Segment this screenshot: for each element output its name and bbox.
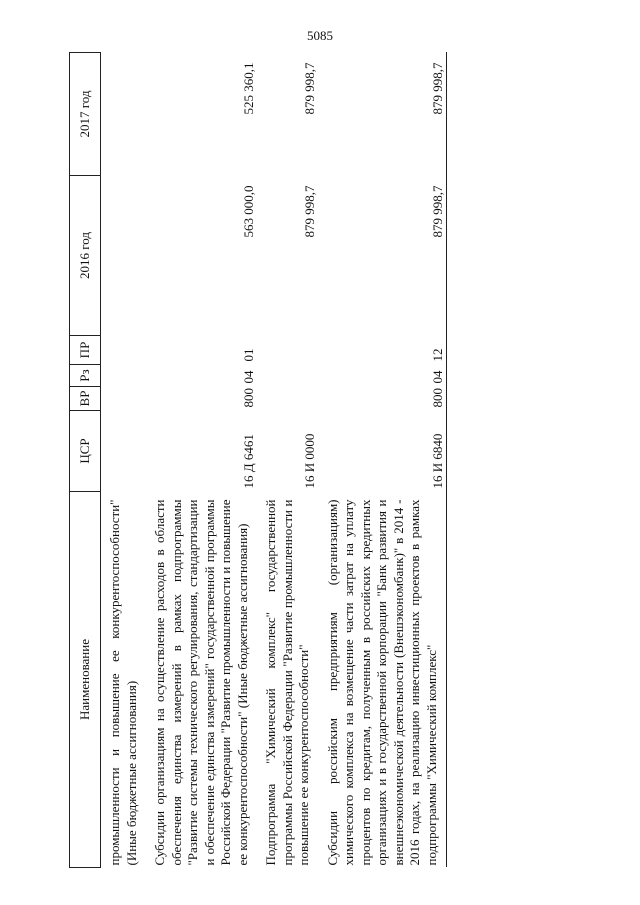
row-pr: 12 xyxy=(319,336,447,365)
table-row xyxy=(101,53,147,868)
row-name: промышленности и повышение ее конкурентоспособности" (Иные бюджетные ассигнования) xyxy=(107,499,139,866)
row-2017: 879 998,7 xyxy=(302,62,317,115)
row-vr: 800 xyxy=(319,387,447,411)
row-csr: 16 И 0000 xyxy=(302,433,317,489)
row-name: Субсидии организациям на осуществление расходов в области обеспечения единства измерений в рамках подпрограммы "Развитие системы технического регулирования, стандартизации и обеспечение единства измерений" государственной программы Российской Федерации "Развитие промышленности и повышение ее конкурентоспособности" (Иные бюджетные ассигнования) xyxy=(152,499,250,866)
row-vr xyxy=(101,387,147,411)
rotated-table-container xyxy=(69,53,594,868)
row-csr xyxy=(101,411,147,492)
row-vr: 800 xyxy=(240,388,256,408)
row-2017 xyxy=(101,53,147,176)
row-pr xyxy=(257,336,319,365)
row-csr: 16 И 6840 xyxy=(319,411,447,492)
page-number: 5085 xyxy=(307,28,333,43)
budget-table xyxy=(69,52,447,868)
row-2016: 879 998,7 xyxy=(319,176,447,336)
table-row xyxy=(146,53,257,868)
row-rz: 04 xyxy=(240,370,256,384)
row-rz xyxy=(257,365,319,387)
header-2017: 2017 год xyxy=(70,53,101,176)
header-pr: ПР xyxy=(70,336,101,365)
table-row xyxy=(319,53,447,868)
row-pr: 01 xyxy=(240,348,256,362)
row-name: Субсидии российским предприятиям (организациям) химического комплекса на возмещение части затрат на уплату процентов по кредитам, полученным в российских кредитных организациях и в государственной корпорации "Банк развития и внешнеэкономической деятельности (Внешэкономбанк)" в 2014 - 2016 годах, на реализацию инвестиционных проектов в рамках подпрограммы "Химический комплекс" xyxy=(319,492,447,868)
header-rz: Рз xyxy=(70,365,101,387)
header-vr: ВР xyxy=(70,387,101,411)
row-csr: 16 Д 6461 xyxy=(240,434,256,489)
table-header-row xyxy=(70,53,101,868)
row-2017: 879 998,7 xyxy=(319,53,447,176)
header-2016: 2016 год xyxy=(70,176,101,336)
header-name: Наименование xyxy=(70,492,101,868)
header-csr: ЦСР xyxy=(70,411,101,492)
row-name: Подпрограмма "Химический комплекс" государственной программы Российской Федерации "Развитие промышленности и повышение ее конкурентоспособности" xyxy=(263,499,311,866)
table-row xyxy=(257,53,319,868)
row-vr xyxy=(257,387,319,411)
row-2016: 563 000,0 xyxy=(240,185,256,238)
row-2017: 525 360,1 xyxy=(240,62,256,115)
row-rz: 04 xyxy=(319,365,447,387)
row-rz xyxy=(101,365,147,387)
row-2016: 879 998,7 xyxy=(302,185,317,238)
row-pr xyxy=(101,336,147,365)
row-2016 xyxy=(101,176,147,336)
